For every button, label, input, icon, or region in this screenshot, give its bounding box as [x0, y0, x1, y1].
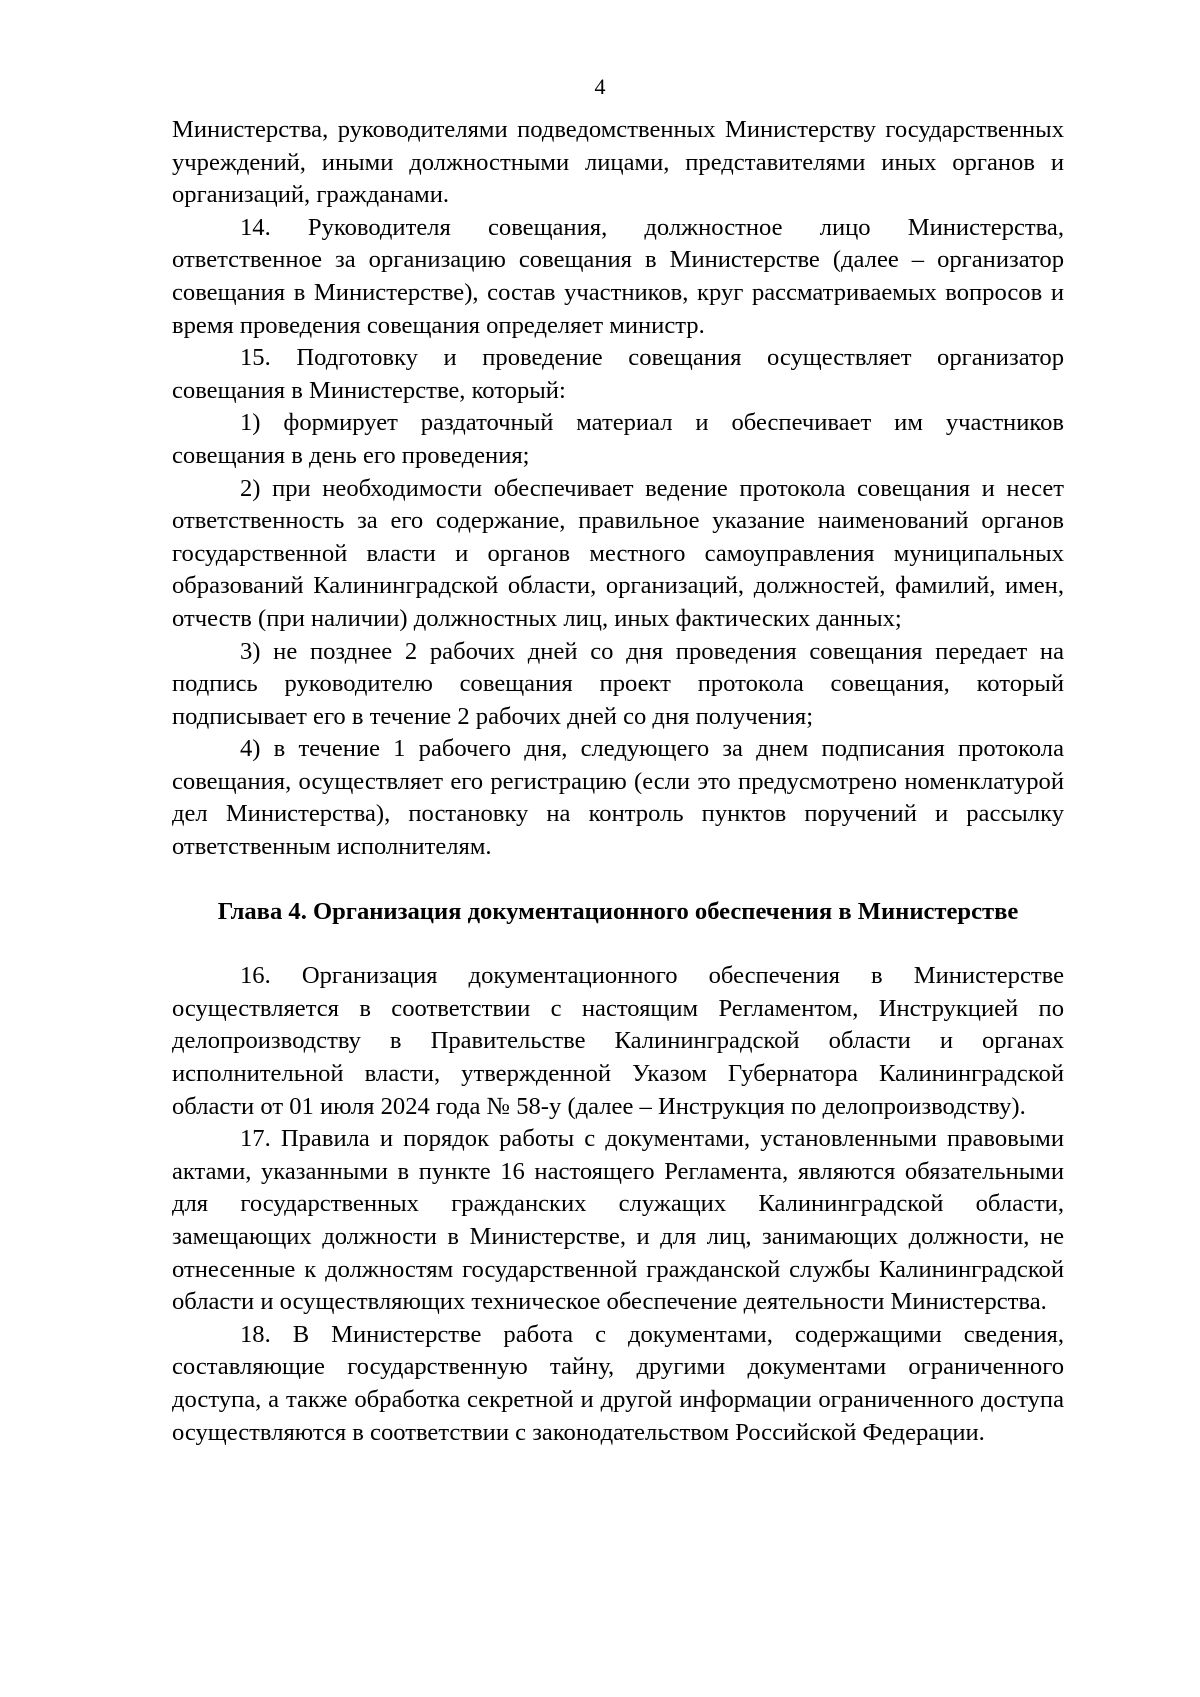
document-body [172, 114, 1064, 1449]
paragraph-13-continuation: Министерства, руководителями подведомственных Министерству государственных учреждений, иными должностными лицами, представителями иных органов и организаций, гражданами. [172, 116, 1064, 209]
paragraph-15: 15. Подготовку и проведение совещания осуществляет организатор совещания в Министерстве, который: [172, 344, 1064, 404]
paragraph-17: 17. Правила и порядок работы с документами, установленными правовыми актами, указанными в пункте 16 настоящего Регламента, являются обязательными для государственных гражданских служащих Калининградской области, замещающих должности в Министерстве, и для лиц, занимающих должности, не отнесенные к должностям государственной гражданской службы Калининградской области и осуществляющих техническое обеспечение деятельности Министерства. [172, 1125, 1064, 1316]
spacer [172, 928, 1064, 960]
paragraph-15-item-4: 4) в течение 1 рабочего дня, следующего за днем подписания протокола совещания, осуществляет его регистрацию (если это предусмотрено номенклатурой дел Министерства), постановку на контроль пунктов поручений и рассылку ответственным исполнителям. [172, 735, 1064, 861]
paragraph-15-item-3: 3) не позднее 2 рабочих дней со дня проведения совещания передает на подпись руководителю совещания проект протокола совещания, который подписывает его в течение 2 рабочих дней со дня получения; [172, 637, 1064, 730]
paragraph-15-item-2: 2) при необходимости обеспечивает ведение протокола совещания и несет ответственность за его содержание, правильное указание наименований органов государственной власти и органов местного самоуправления муниципальных образований Калининградской области, организаций, должностей, фамилий, имен, отчеств (при наличии) должностных лиц, иных фактических данных; [172, 474, 1064, 632]
paragraph-15-item-1: 1) формирует раздаточный материал и обеспечивает им участников совещания в день его проведения; [172, 409, 1064, 469]
paragraph-18: 18. В Министерстве работа с документами, содержащими сведения, составляющие государственную тайну, другими документами ограниченного доступа, а также обработка секретной и другой информации ограниченного доступа осуществляются в соответствии с законодательством Российской Федерации. [172, 1320, 1064, 1446]
spacer [172, 864, 1064, 896]
paragraph-16: 16. Организация документационного обеспечения в Министерстве осуществляется в соответствии с настоящим Регламентом, Инструкцией по делопроизводству в Правительстве Калининградской области и органах исполнительной власти, утвержденной Указом Губернатора Калининградской области от 01 июля 2024 года № 58-у (далее – Инструкция по делопроизводству). [172, 962, 1064, 1120]
paragraph-14: 14. Руководителя совещания, должностное лицо Министерства, ответственное за организацию совещания в Министерстве (далее – организатор совещания в Министерстве), состав участников, круг рассматриваемых вопросов и время проведения совещания определяет министр. [172, 213, 1064, 339]
page-number: 4 [594, 74, 606, 99]
chapter-heading: Глава 4. Организация документационного обеспечения в Министерстве [217, 897, 1019, 925]
